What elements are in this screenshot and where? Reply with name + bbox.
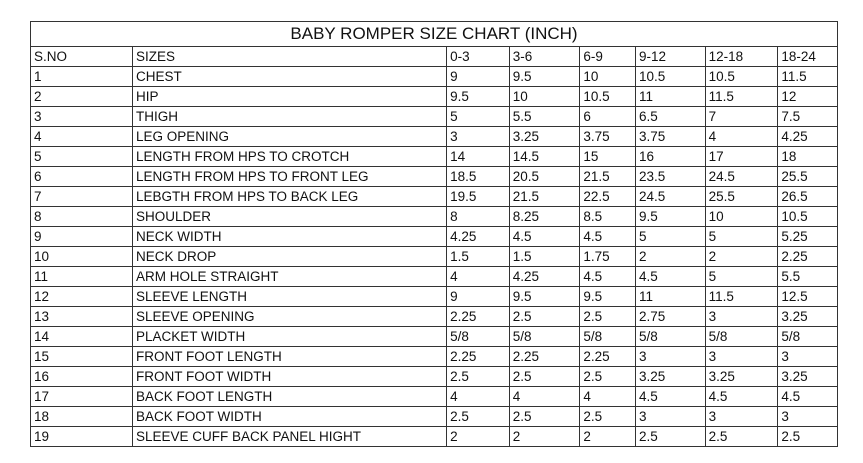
measurement-value: 10.5 xyxy=(705,67,778,87)
row-number: 12 xyxy=(31,287,133,307)
measurement-value: 3.25 xyxy=(778,307,838,327)
table-row xyxy=(31,327,838,347)
measurement-value: 9.5 xyxy=(447,87,510,107)
measurement-name: FRONT FOOT WIDTH xyxy=(133,367,447,387)
row-number: 4 xyxy=(31,127,133,147)
measurement-value: 2.5 xyxy=(447,367,510,387)
measurement-value: 24.5 xyxy=(635,187,705,207)
measurement-value: 5.5 xyxy=(509,107,580,127)
measurement-value: 12 xyxy=(778,87,838,107)
measurement-value: 1.75 xyxy=(580,247,636,267)
measurement-value: 21.5 xyxy=(509,187,580,207)
measurement-name: PLACKET WIDTH xyxy=(133,327,447,347)
measurement-value: 4 xyxy=(509,387,580,407)
measurement-value: 2.5 xyxy=(635,427,705,447)
measurement-value: 15 xyxy=(580,147,636,167)
row-number: 9 xyxy=(31,227,133,247)
header-size-12-18: 12-18 xyxy=(705,47,778,67)
measurement-value: 9.5 xyxy=(509,67,580,87)
measurement-value: 5.25 xyxy=(778,227,838,247)
measurement-value: 3.25 xyxy=(778,367,838,387)
measurement-name: SLEEVE CUFF BACK PANEL HIGHT xyxy=(133,427,447,447)
chart-title: BABY ROMPER SIZE CHART (INCH) xyxy=(31,22,838,47)
header-size-0-3: 0-3 xyxy=(447,47,510,67)
measurement-value: 5/8 xyxy=(580,327,636,347)
table-body xyxy=(31,67,838,447)
measurement-value: 20.5 xyxy=(509,167,580,187)
measurement-value: 4 xyxy=(447,387,510,407)
measurement-value: 9 xyxy=(447,287,510,307)
size-chart-table xyxy=(30,21,838,447)
measurement-value: 3 xyxy=(635,347,705,367)
measurement-value: 8.25 xyxy=(509,207,580,227)
measurement-name: HIP xyxy=(133,87,447,107)
measurement-value: 11.5 xyxy=(778,67,838,87)
measurement-value: 19.5 xyxy=(447,187,510,207)
header-size-6-9: 6-9 xyxy=(580,47,636,67)
measurement-value: 4 xyxy=(447,267,510,287)
table-row xyxy=(31,287,838,307)
measurement-value: 23.5 xyxy=(635,167,705,187)
measurement-value: 6 xyxy=(580,107,636,127)
header-size-18-24: 18-24 xyxy=(778,47,838,67)
table-row xyxy=(31,67,838,87)
measurement-value: 26.5 xyxy=(778,187,838,207)
measurement-value: 3.75 xyxy=(635,127,705,147)
measurement-value: 4.25 xyxy=(778,127,838,147)
measurement-value: 5 xyxy=(447,107,510,127)
measurement-value: 9 xyxy=(447,67,510,87)
measurement-value: 3.25 xyxy=(635,367,705,387)
table-row xyxy=(31,427,838,447)
measurement-value: 2.25 xyxy=(778,247,838,267)
measurement-value: 2 xyxy=(580,427,636,447)
measurement-value: 2.5 xyxy=(580,307,636,327)
measurement-value: 11 xyxy=(635,287,705,307)
row-number: 8 xyxy=(31,207,133,227)
measurement-name: LENGTH FROM HPS TO CROTCH xyxy=(133,147,447,167)
measurement-name: NECK DROP xyxy=(133,247,447,267)
row-number: 14 xyxy=(31,327,133,347)
measurement-name: CHEST xyxy=(133,67,447,87)
row-number: 3 xyxy=(31,107,133,127)
measurement-value: 9.5 xyxy=(509,287,580,307)
measurement-value: 10 xyxy=(705,207,778,227)
measurement-value: 3.75 xyxy=(580,127,636,147)
measurement-value: 16 xyxy=(635,147,705,167)
measurement-value: 4.5 xyxy=(580,267,636,287)
table-row xyxy=(31,407,838,427)
table-row xyxy=(31,247,838,267)
measurement-value: 3 xyxy=(778,407,838,427)
row-number: 10 xyxy=(31,247,133,267)
row-number: 15 xyxy=(31,347,133,367)
measurement-value: 1.5 xyxy=(509,247,580,267)
measurement-name: BACK FOOT WIDTH xyxy=(133,407,447,427)
measurement-value: 2.25 xyxy=(509,347,580,367)
measurement-value: 18.5 xyxy=(447,167,510,187)
table-row xyxy=(31,207,838,227)
table-row xyxy=(31,347,838,367)
measurement-value: 2.5 xyxy=(447,407,510,427)
row-number: 2 xyxy=(31,87,133,107)
header-size-9-12: 9-12 xyxy=(635,47,705,67)
measurement-value: 8.5 xyxy=(580,207,636,227)
measurement-value: 11.5 xyxy=(705,287,778,307)
measurement-value: 1.5 xyxy=(447,247,510,267)
measurement-value: 4.5 xyxy=(778,387,838,407)
measurement-value: 4.5 xyxy=(705,387,778,407)
measurement-name: SLEEVE LENGTH xyxy=(133,287,447,307)
measurement-value: 10 xyxy=(509,87,580,107)
table-row xyxy=(31,127,838,147)
header-sno: S.NO xyxy=(31,47,133,67)
measurement-value: 10.5 xyxy=(635,67,705,87)
measurement-value: 22.5 xyxy=(580,187,636,207)
measurement-value: 2.5 xyxy=(509,307,580,327)
measurement-value: 2.25 xyxy=(447,307,510,327)
measurement-value: 2.5 xyxy=(580,367,636,387)
measurement-value: 2 xyxy=(705,247,778,267)
measurement-value: 25.5 xyxy=(778,167,838,187)
table-row xyxy=(31,307,838,327)
measurement-value: 9.5 xyxy=(635,207,705,227)
measurement-value: 4.25 xyxy=(509,267,580,287)
measurement-value: 2.5 xyxy=(705,427,778,447)
measurement-value: 11.5 xyxy=(705,87,778,107)
row-number: 11 xyxy=(31,267,133,287)
row-number: 17 xyxy=(31,387,133,407)
table-row xyxy=(31,367,838,387)
measurement-value: 5/8 xyxy=(509,327,580,347)
measurement-value: 24.5 xyxy=(705,167,778,187)
row-number: 18 xyxy=(31,407,133,427)
measurement-value: 8 xyxy=(447,207,510,227)
measurement-value: 4.5 xyxy=(509,227,580,247)
measurement-name: LEG OPENING xyxy=(133,127,447,147)
measurement-value: 5/8 xyxy=(705,327,778,347)
measurement-value: 5 xyxy=(705,227,778,247)
measurement-value: 4 xyxy=(705,127,778,147)
measurement-name: BACK FOOT LENGTH xyxy=(133,387,447,407)
measurement-name: LENGTH FROM HPS TO FRONT LEG xyxy=(133,167,447,187)
measurement-name: NECK WIDTH xyxy=(133,227,447,247)
measurement-value: 18 xyxy=(778,147,838,167)
measurement-value: 2.5 xyxy=(580,407,636,427)
row-number: 7 xyxy=(31,187,133,207)
size-chart xyxy=(30,21,838,447)
measurement-value: 4 xyxy=(580,387,636,407)
measurement-value: 2.5 xyxy=(509,367,580,387)
header-row xyxy=(31,47,838,67)
measurement-value: 2 xyxy=(509,427,580,447)
measurement-value: 2.5 xyxy=(509,407,580,427)
table-row xyxy=(31,87,838,107)
table-row xyxy=(31,167,838,187)
measurement-name: LEBGTH FROM HPS TO BACK LEG xyxy=(133,187,447,207)
title-row xyxy=(31,22,838,47)
measurement-value: 4.25 xyxy=(447,227,510,247)
measurement-name: SHOULDER xyxy=(133,207,447,227)
measurement-value: 2.5 xyxy=(778,427,838,447)
measurement-value: 3 xyxy=(705,307,778,327)
row-number: 5 xyxy=(31,147,133,167)
table-row xyxy=(31,387,838,407)
header-sizes: SIZES xyxy=(133,47,447,67)
measurement-name: THIGH xyxy=(133,107,447,127)
measurement-value: 5/8 xyxy=(447,327,510,347)
table-row xyxy=(31,267,838,287)
measurement-value: 3 xyxy=(705,407,778,427)
measurement-value: 5 xyxy=(635,227,705,247)
measurement-value: 6.5 xyxy=(635,107,705,127)
measurement-value: 5.5 xyxy=(778,267,838,287)
row-number: 6 xyxy=(31,167,133,187)
row-number: 19 xyxy=(31,427,133,447)
measurement-value: 4.5 xyxy=(635,387,705,407)
measurement-value: 3.25 xyxy=(509,127,580,147)
measurement-name: SLEEVE OPENING xyxy=(133,307,447,327)
measurement-value: 9.5 xyxy=(580,287,636,307)
measurement-value: 10.5 xyxy=(580,87,636,107)
measurement-value: 10.5 xyxy=(778,207,838,227)
measurement-value: 17 xyxy=(705,147,778,167)
measurement-value: 7 xyxy=(705,107,778,127)
measurement-value: 3 xyxy=(778,347,838,367)
table-row xyxy=(31,187,838,207)
measurement-value: 3 xyxy=(635,407,705,427)
measurement-value: 2.25 xyxy=(447,347,510,367)
measurement-value: 2 xyxy=(635,247,705,267)
measurement-value: 3 xyxy=(447,127,510,147)
measurement-value: 21.5 xyxy=(580,167,636,187)
measurement-value: 4.5 xyxy=(635,267,705,287)
measurement-value: 5 xyxy=(705,267,778,287)
measurement-value: 12.5 xyxy=(778,287,838,307)
measurement-value: 3.25 xyxy=(705,367,778,387)
measurement-value: 25.5 xyxy=(705,187,778,207)
measurement-value: 10 xyxy=(580,67,636,87)
measurement-value: 5/8 xyxy=(778,327,838,347)
table-row xyxy=(31,227,838,247)
measurement-value: 2 xyxy=(447,427,510,447)
row-number: 16 xyxy=(31,367,133,387)
measurement-value: 3 xyxy=(705,347,778,367)
measurement-value: 5/8 xyxy=(635,327,705,347)
measurement-name: FRONT FOOT LENGTH xyxy=(133,347,447,367)
measurement-value: 14 xyxy=(447,147,510,167)
measurement-value: 14.5 xyxy=(509,147,580,167)
measurement-value: 4.5 xyxy=(580,227,636,247)
measurement-value: 7.5 xyxy=(778,107,838,127)
table-row xyxy=(31,107,838,127)
header-size-3-6: 3-6 xyxy=(509,47,580,67)
row-number: 1 xyxy=(31,67,133,87)
measurement-value: 11 xyxy=(635,87,705,107)
measurement-value: 2.75 xyxy=(635,307,705,327)
row-number: 13 xyxy=(31,307,133,327)
measurement-value: 2.25 xyxy=(580,347,636,367)
table-row xyxy=(31,147,838,167)
measurement-name: ARM HOLE STRAIGHT xyxy=(133,267,447,287)
